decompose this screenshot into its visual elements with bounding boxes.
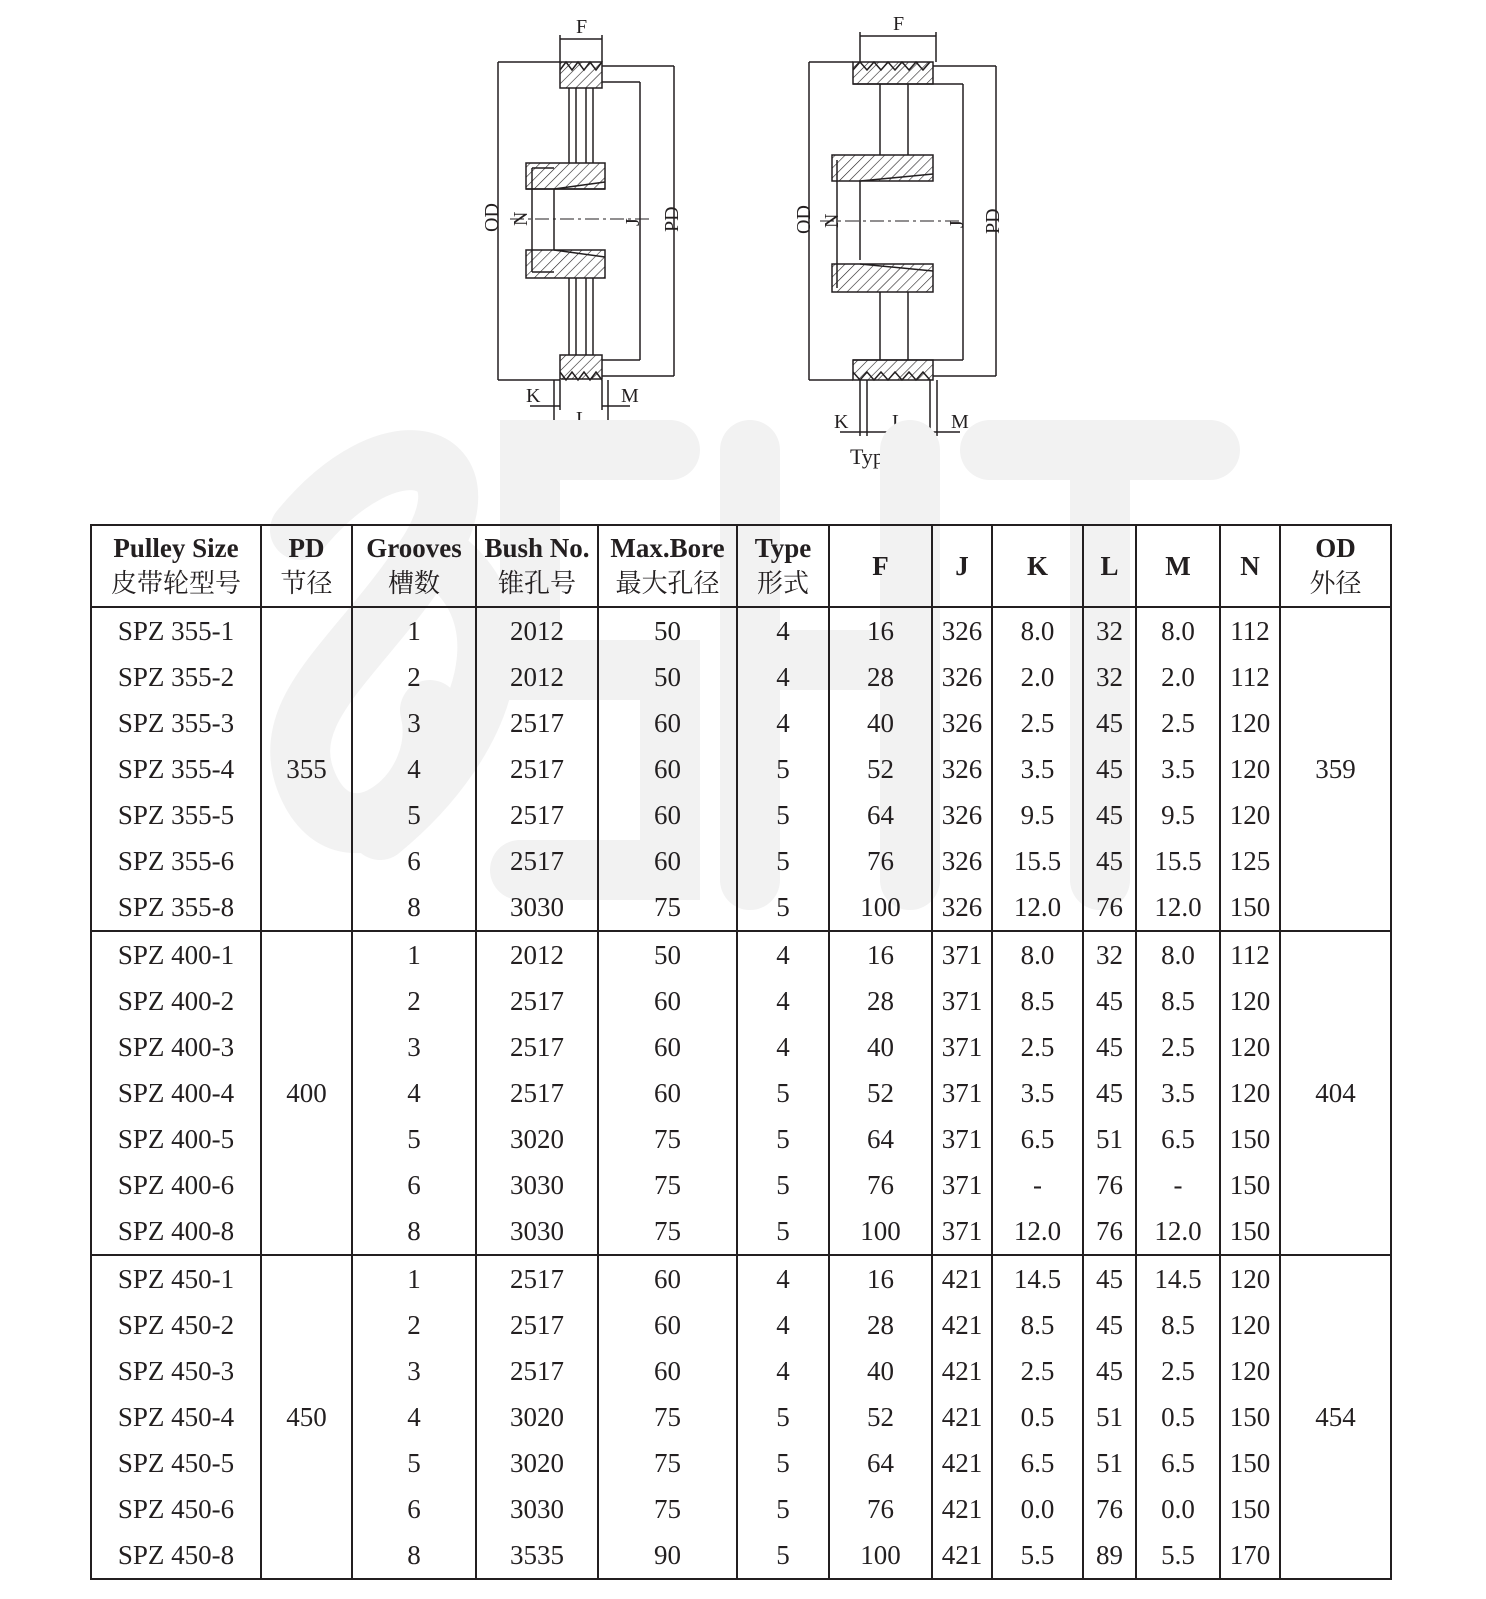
cell-bush-no: 2517 bbox=[476, 1024, 598, 1070]
cell-m: - bbox=[1136, 1162, 1220, 1208]
cell-k: 2.5 bbox=[992, 1348, 1083, 1394]
cell-l: 45 bbox=[1083, 700, 1136, 746]
cell-f: 40 bbox=[829, 700, 932, 746]
type5-caption: Type 5 bbox=[850, 444, 911, 469]
type4-label-j: J bbox=[622, 218, 644, 226]
cell-max-bore: 75 bbox=[598, 884, 737, 931]
cell-j: 371 bbox=[932, 1162, 992, 1208]
cell-bush-no: 3020 bbox=[476, 1440, 598, 1486]
cell-l: 45 bbox=[1083, 1302, 1136, 1348]
cell-l: 45 bbox=[1083, 1070, 1136, 1116]
cell-bush-no: 2517 bbox=[476, 1070, 598, 1116]
cell-grooves: 3 bbox=[352, 700, 476, 746]
cell-pulley-size: SPZ 400-2 bbox=[91, 978, 261, 1024]
cell-pulley-size: SPZ 400-4 bbox=[91, 1070, 261, 1116]
col-header-grooves: Grooves 槽数 bbox=[352, 525, 476, 607]
cell-n: 170 bbox=[1220, 1532, 1280, 1579]
cell-type: 5 bbox=[737, 884, 829, 931]
cell-max-bore: 50 bbox=[598, 607, 737, 654]
cell-type: 4 bbox=[737, 654, 829, 700]
cell-max-bore: 75 bbox=[598, 1116, 737, 1162]
cell-type: 4 bbox=[737, 700, 829, 746]
cell-bush-no: 2517 bbox=[476, 838, 598, 884]
cell-n: 112 bbox=[1220, 607, 1280, 654]
cell-n: 112 bbox=[1220, 931, 1280, 978]
cell-j: 371 bbox=[932, 1208, 992, 1255]
cell-pulley-size: SPZ 400-5 bbox=[91, 1116, 261, 1162]
cell-pulley-size: SPZ 355-2 bbox=[91, 654, 261, 700]
cell-type: 5 bbox=[737, 792, 829, 838]
cell-m: 8.5 bbox=[1136, 978, 1220, 1024]
col-header-n: N bbox=[1220, 525, 1280, 607]
cell-grooves: 8 bbox=[352, 1532, 476, 1579]
cell-f: 52 bbox=[829, 746, 932, 792]
cell-grooves: 3 bbox=[352, 1024, 476, 1070]
cell-n: 150 bbox=[1220, 1486, 1280, 1532]
cell-f: 100 bbox=[829, 884, 932, 931]
cell-grooves: 3 bbox=[352, 1348, 476, 1394]
cell-l: 45 bbox=[1083, 1024, 1136, 1070]
cell-l: 45 bbox=[1083, 838, 1136, 884]
cell-pulley-size: SPZ 400-1 bbox=[91, 931, 261, 978]
cell-bush-no: 2012 bbox=[476, 654, 598, 700]
cell-max-bore: 60 bbox=[598, 1070, 737, 1116]
cell-grooves: 6 bbox=[352, 838, 476, 884]
table-row bbox=[91, 607, 1391, 654]
cell-grooves: 6 bbox=[352, 1486, 476, 1532]
cell-max-bore: 60 bbox=[598, 746, 737, 792]
cell-type: 5 bbox=[737, 838, 829, 884]
type4-label-m: M bbox=[621, 385, 639, 407]
col-header-f: F bbox=[829, 525, 932, 607]
cell-max-bore: 50 bbox=[598, 931, 737, 978]
type4-label-l: L bbox=[576, 408, 589, 430]
cell-k: 2.5 bbox=[992, 700, 1083, 746]
cell-j: 421 bbox=[932, 1348, 992, 1394]
cell-m: 0.0 bbox=[1136, 1486, 1220, 1532]
cell-pulley-size: SPZ 355-4 bbox=[91, 746, 261, 792]
cell-l: 45 bbox=[1083, 978, 1136, 1024]
table-row bbox=[91, 931, 1391, 978]
cell-m: 2.0 bbox=[1136, 654, 1220, 700]
cell-bush-no: 3030 bbox=[476, 884, 598, 931]
cell-max-bore: 60 bbox=[598, 700, 737, 746]
cell-m: 14.5 bbox=[1136, 1255, 1220, 1302]
cell-k: 5.5 bbox=[992, 1532, 1083, 1579]
cell-max-bore: 75 bbox=[598, 1394, 737, 1440]
cell-f: 52 bbox=[829, 1070, 932, 1116]
cell-pd: 450 bbox=[261, 1255, 352, 1579]
cell-grooves: 2 bbox=[352, 654, 476, 700]
cell-k: 8.5 bbox=[992, 1302, 1083, 1348]
cell-m: 2.5 bbox=[1136, 700, 1220, 746]
cell-max-bore: 75 bbox=[598, 1162, 737, 1208]
col-header-j: J bbox=[932, 525, 992, 607]
cell-type: 5 bbox=[737, 746, 829, 792]
cell-max-bore: 75 bbox=[598, 1208, 737, 1255]
cell-grooves: 5 bbox=[352, 1116, 476, 1162]
table-row bbox=[91, 1255, 1391, 1302]
cell-grooves: 1 bbox=[352, 607, 476, 654]
cell-j: 326 bbox=[932, 746, 992, 792]
type5-label-f: F bbox=[893, 13, 905, 35]
cell-grooves: 4 bbox=[352, 1070, 476, 1116]
cell-max-bore: 60 bbox=[598, 978, 737, 1024]
cell-l: 51 bbox=[1083, 1116, 1136, 1162]
cell-k: 6.5 bbox=[992, 1116, 1083, 1162]
cell-m: 9.5 bbox=[1136, 792, 1220, 838]
type5-label-pd: PD bbox=[982, 208, 1004, 234]
cell-f: 40 bbox=[829, 1348, 932, 1394]
cell-k: 0.5 bbox=[992, 1394, 1083, 1440]
cell-pulley-size: SPZ 450-4 bbox=[91, 1394, 261, 1440]
cell-f: 28 bbox=[829, 1302, 932, 1348]
type5-label-j: J bbox=[946, 220, 968, 228]
type5-drawing bbox=[809, 32, 996, 436]
cell-l: 76 bbox=[1083, 1486, 1136, 1532]
cell-m: 12.0 bbox=[1136, 884, 1220, 931]
cell-l: 45 bbox=[1083, 1348, 1136, 1394]
cell-pulley-size: SPZ 450-8 bbox=[91, 1532, 261, 1579]
col-header-k: K bbox=[992, 525, 1083, 607]
cell-k: - bbox=[992, 1162, 1083, 1208]
type4-caption: Type 4 bbox=[533, 444, 594, 469]
cell-max-bore: 50 bbox=[598, 654, 737, 700]
col-header-m: M bbox=[1136, 525, 1220, 607]
cell-k: 3.5 bbox=[992, 746, 1083, 792]
cell-l: 51 bbox=[1083, 1394, 1136, 1440]
cell-j: 326 bbox=[932, 884, 992, 931]
cell-k: 12.0 bbox=[992, 1208, 1083, 1255]
cell-pd: 355 bbox=[261, 607, 352, 931]
cell-grooves: 8 bbox=[352, 1208, 476, 1255]
cell-f: 64 bbox=[829, 792, 932, 838]
cell-n: 120 bbox=[1220, 1070, 1280, 1116]
cell-pulley-size: SPZ 450-3 bbox=[91, 1348, 261, 1394]
cell-f: 16 bbox=[829, 607, 932, 654]
cell-type: 5 bbox=[737, 1162, 829, 1208]
cell-n: 120 bbox=[1220, 978, 1280, 1024]
cell-k: 14.5 bbox=[992, 1255, 1083, 1302]
cell-type: 5 bbox=[737, 1486, 829, 1532]
cell-n: 120 bbox=[1220, 1302, 1280, 1348]
cell-bush-no: 2517 bbox=[476, 746, 598, 792]
cell-m: 3.5 bbox=[1136, 746, 1220, 792]
cell-n: 150 bbox=[1220, 1208, 1280, 1255]
cell-f: 28 bbox=[829, 978, 932, 1024]
pulley-spec-table bbox=[90, 524, 1392, 1580]
cell-f: 16 bbox=[829, 1255, 932, 1302]
cell-j: 421 bbox=[932, 1440, 992, 1486]
cell-l: 51 bbox=[1083, 1440, 1136, 1486]
cell-l: 45 bbox=[1083, 1255, 1136, 1302]
cell-j: 326 bbox=[932, 700, 992, 746]
cell-pulley-size: SPZ 450-6 bbox=[91, 1486, 261, 1532]
type5-label-od: OD bbox=[793, 205, 815, 234]
cell-pulley-size: SPZ 355-1 bbox=[91, 607, 261, 654]
cell-m: 0.5 bbox=[1136, 1394, 1220, 1440]
cell-m: 2.5 bbox=[1136, 1348, 1220, 1394]
cell-k: 9.5 bbox=[992, 792, 1083, 838]
cell-max-bore: 60 bbox=[598, 792, 737, 838]
type4-drawing bbox=[498, 35, 674, 430]
cell-l: 32 bbox=[1083, 654, 1136, 700]
cell-j: 371 bbox=[932, 1024, 992, 1070]
cell-grooves: 2 bbox=[352, 978, 476, 1024]
cell-f: 76 bbox=[829, 1162, 932, 1208]
cell-j: 421 bbox=[932, 1486, 992, 1532]
cell-n: 120 bbox=[1220, 1255, 1280, 1302]
cell-max-bore: 60 bbox=[598, 1302, 737, 1348]
type5-label-l: L bbox=[892, 411, 905, 433]
type5-label-k: K bbox=[834, 411, 849, 433]
cell-k: 6.5 bbox=[992, 1440, 1083, 1486]
cell-f: 64 bbox=[829, 1116, 932, 1162]
cell-grooves: 1 bbox=[352, 931, 476, 978]
cell-f: 16 bbox=[829, 931, 932, 978]
cell-max-bore: 60 bbox=[598, 1024, 737, 1070]
cell-l: 45 bbox=[1083, 746, 1136, 792]
cell-type: 4 bbox=[737, 931, 829, 978]
cell-j: 421 bbox=[932, 1255, 992, 1302]
cell-j: 421 bbox=[932, 1302, 992, 1348]
cell-type: 5 bbox=[737, 1532, 829, 1579]
cell-pulley-size: SPZ 400-8 bbox=[91, 1208, 261, 1255]
type4-label-n: N bbox=[510, 211, 532, 226]
cell-pulley-size: SPZ 450-5 bbox=[91, 1440, 261, 1486]
cell-grooves: 4 bbox=[352, 746, 476, 792]
cell-type: 4 bbox=[737, 1024, 829, 1070]
cell-max-bore: 90 bbox=[598, 1532, 737, 1579]
cell-k: 3.5 bbox=[992, 1070, 1083, 1116]
cell-pulley-size: SPZ 355-6 bbox=[91, 838, 261, 884]
cell-od: 404 bbox=[1280, 931, 1391, 1255]
cell-bush-no: 2012 bbox=[476, 931, 598, 978]
cell-bush-no: 2517 bbox=[476, 700, 598, 746]
cell-type: 5 bbox=[737, 1440, 829, 1486]
cell-m: 6.5 bbox=[1136, 1440, 1220, 1486]
cell-n: 120 bbox=[1220, 700, 1280, 746]
cell-k: 0.0 bbox=[992, 1486, 1083, 1532]
cell-grooves: 2 bbox=[352, 1302, 476, 1348]
cell-f: 28 bbox=[829, 654, 932, 700]
cell-type: 4 bbox=[737, 1255, 829, 1302]
cell-max-bore: 60 bbox=[598, 1255, 737, 1302]
cell-pd: 400 bbox=[261, 931, 352, 1255]
cell-k: 15.5 bbox=[992, 838, 1083, 884]
cell-od: 359 bbox=[1280, 607, 1391, 931]
cell-l: 32 bbox=[1083, 607, 1136, 654]
cell-bush-no: 2517 bbox=[476, 978, 598, 1024]
col-header-bush-no: Bush No. 锥孔号 bbox=[476, 525, 598, 607]
cell-f: 40 bbox=[829, 1024, 932, 1070]
cell-l: 76 bbox=[1083, 1208, 1136, 1255]
cell-bush-no: 2517 bbox=[476, 1302, 598, 1348]
cell-type: 5 bbox=[737, 1116, 829, 1162]
cell-m: 15.5 bbox=[1136, 838, 1220, 884]
cell-type: 4 bbox=[737, 978, 829, 1024]
cell-j: 326 bbox=[932, 654, 992, 700]
cell-j: 421 bbox=[932, 1532, 992, 1579]
cell-l: 32 bbox=[1083, 931, 1136, 978]
cell-type: 4 bbox=[737, 1348, 829, 1394]
cell-bush-no: 3030 bbox=[476, 1162, 598, 1208]
table-header-row bbox=[91, 525, 1391, 607]
cell-f: 52 bbox=[829, 1394, 932, 1440]
table-body bbox=[91, 607, 1391, 1579]
type4-label-f: F bbox=[576, 16, 588, 38]
cell-max-bore: 75 bbox=[598, 1440, 737, 1486]
cell-f: 76 bbox=[829, 1486, 932, 1532]
cell-f: 64 bbox=[829, 1440, 932, 1486]
cell-bush-no: 3020 bbox=[476, 1116, 598, 1162]
cell-k: 8.0 bbox=[992, 931, 1083, 978]
cell-grooves: 5 bbox=[352, 792, 476, 838]
cell-bush-no: 3030 bbox=[476, 1486, 598, 1532]
cell-grooves: 6 bbox=[352, 1162, 476, 1208]
cell-n: 150 bbox=[1220, 1116, 1280, 1162]
col-header-type: Type 形式 bbox=[737, 525, 829, 607]
cell-type: 5 bbox=[737, 1394, 829, 1440]
cell-pulley-size: SPZ 450-2 bbox=[91, 1302, 261, 1348]
type4-label-pd: PD bbox=[661, 206, 683, 232]
cell-j: 326 bbox=[932, 607, 992, 654]
cell-f: 100 bbox=[829, 1532, 932, 1579]
cell-n: 120 bbox=[1220, 746, 1280, 792]
cell-n: 120 bbox=[1220, 792, 1280, 838]
type5-label-n: N bbox=[821, 213, 843, 228]
cell-max-bore: 60 bbox=[598, 1348, 737, 1394]
cell-n: 150 bbox=[1220, 1162, 1280, 1208]
cell-bush-no: 3535 bbox=[476, 1532, 598, 1579]
cell-od: 454 bbox=[1280, 1255, 1391, 1579]
col-header-l: L bbox=[1083, 525, 1136, 607]
cell-f: 76 bbox=[829, 838, 932, 884]
cell-l: 45 bbox=[1083, 792, 1136, 838]
cell-m: 5.5 bbox=[1136, 1532, 1220, 1579]
cell-m: 6.5 bbox=[1136, 1116, 1220, 1162]
cell-bush-no: 2517 bbox=[476, 1255, 598, 1302]
pulley-diagrams bbox=[0, 0, 1486, 500]
cell-j: 371 bbox=[932, 978, 992, 1024]
cell-k: 2.5 bbox=[992, 1024, 1083, 1070]
cell-bush-no: 2012 bbox=[476, 607, 598, 654]
cell-grooves: 8 bbox=[352, 884, 476, 931]
cell-l: 76 bbox=[1083, 1162, 1136, 1208]
cell-grooves: 4 bbox=[352, 1394, 476, 1440]
cell-m: 8.0 bbox=[1136, 607, 1220, 654]
cell-k: 8.0 bbox=[992, 607, 1083, 654]
cell-j: 371 bbox=[932, 1070, 992, 1116]
cell-grooves: 1 bbox=[352, 1255, 476, 1302]
type5-label-m: M bbox=[951, 411, 969, 433]
cell-pulley-size: SPZ 355-5 bbox=[91, 792, 261, 838]
col-header-pd: PD 节径 bbox=[261, 525, 352, 607]
cell-type: 5 bbox=[737, 1070, 829, 1116]
cell-pulley-size: SPZ 400-6 bbox=[91, 1162, 261, 1208]
cell-n: 112 bbox=[1220, 654, 1280, 700]
cell-pulley-size: SPZ 450-1 bbox=[91, 1255, 261, 1302]
cell-j: 371 bbox=[932, 1116, 992, 1162]
cell-type: 4 bbox=[737, 607, 829, 654]
cell-l: 76 bbox=[1083, 884, 1136, 931]
cell-bush-no: 3020 bbox=[476, 1394, 598, 1440]
cell-j: 421 bbox=[932, 1394, 992, 1440]
cell-k: 12.0 bbox=[992, 884, 1083, 931]
type4-label-od: OD bbox=[481, 203, 503, 232]
cell-n: 150 bbox=[1220, 884, 1280, 931]
cell-n: 120 bbox=[1220, 1024, 1280, 1070]
col-header-od: OD 外径 bbox=[1280, 525, 1391, 607]
cell-pulley-size: SPZ 400-3 bbox=[91, 1024, 261, 1070]
col-header-pulley-size: Pulley Size 皮带轮型号 bbox=[91, 525, 261, 607]
type4-label-k: K bbox=[526, 385, 541, 407]
cell-type: 4 bbox=[737, 1302, 829, 1348]
cell-grooves: 5 bbox=[352, 1440, 476, 1486]
cell-j: 326 bbox=[932, 838, 992, 884]
cell-n: 150 bbox=[1220, 1394, 1280, 1440]
col-header-max-bore: Max.Bore 最大孔径 bbox=[598, 525, 737, 607]
cell-pulley-size: SPZ 355-8 bbox=[91, 884, 261, 931]
cell-n: 120 bbox=[1220, 1348, 1280, 1394]
cell-pulley-size: SPZ 355-3 bbox=[91, 700, 261, 746]
cell-m: 8.0 bbox=[1136, 931, 1220, 978]
cell-n: 125 bbox=[1220, 838, 1280, 884]
cell-max-bore: 75 bbox=[598, 1486, 737, 1532]
cell-k: 2.0 bbox=[992, 654, 1083, 700]
cell-m: 8.5 bbox=[1136, 1302, 1220, 1348]
cell-n: 150 bbox=[1220, 1440, 1280, 1486]
cell-j: 371 bbox=[932, 931, 992, 978]
cell-bush-no: 3030 bbox=[476, 1208, 598, 1255]
cell-type: 5 bbox=[737, 1208, 829, 1255]
cell-max-bore: 60 bbox=[598, 838, 737, 884]
cell-m: 2.5 bbox=[1136, 1024, 1220, 1070]
cell-j: 326 bbox=[932, 792, 992, 838]
cell-l: 89 bbox=[1083, 1532, 1136, 1579]
cell-f: 100 bbox=[829, 1208, 932, 1255]
cell-k: 8.5 bbox=[992, 978, 1083, 1024]
cell-m: 12.0 bbox=[1136, 1208, 1220, 1255]
cell-bush-no: 2517 bbox=[476, 1348, 598, 1394]
cell-m: 3.5 bbox=[1136, 1070, 1220, 1116]
cell-bush-no: 2517 bbox=[476, 792, 598, 838]
